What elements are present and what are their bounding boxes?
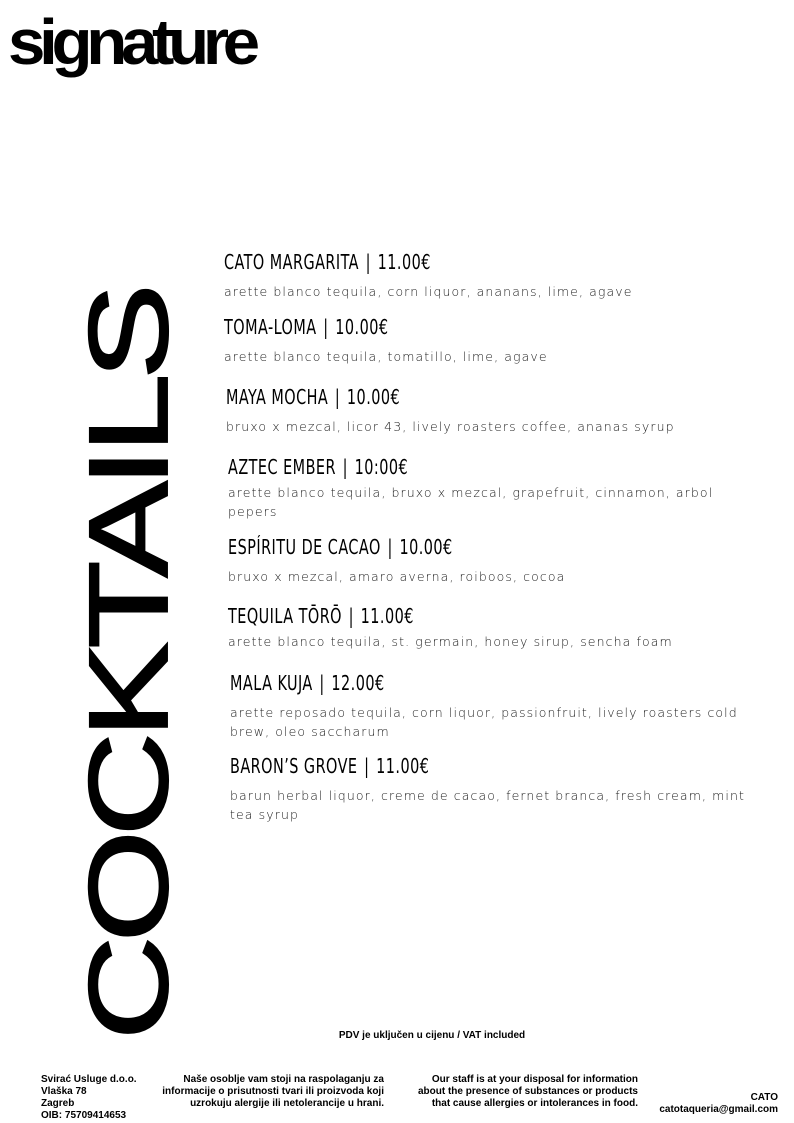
company-oib: OIB: 75709414653 <box>41 1110 127 1121</box>
allergen-en-line: about the presence of substances or products <box>417 1086 638 1097</box>
menu-item-price: 11.00€ <box>360 604 414 628</box>
menu-item-price: 10:00€ <box>354 455 409 479</box>
menu-item <box>228 453 768 521</box>
menu-item-separator: | <box>364 754 370 778</box>
section-title-text: COCKTAILS <box>66 289 192 1040</box>
menu-item-name: MAYA MOCHA <box>226 385 329 409</box>
contact-info <box>650 1092 778 1116</box>
menu-item-description: arette blanco tequila, tomatillo, lime, agave <box>224 349 548 364</box>
menu-item-price: 11.00€ <box>376 754 430 778</box>
company-info <box>41 1074 137 1122</box>
menu-item <box>224 313 764 366</box>
brand-title: signature <box>8 6 254 78</box>
menu-item-separator: | <box>334 385 341 409</box>
menu-item-title <box>224 248 431 276</box>
menu-item-separator: | <box>342 455 348 479</box>
menu-item-price: 10.00€ <box>335 315 389 339</box>
menu-item-price: 11.00€ <box>377 250 431 274</box>
allergen-en-line: Our staff is at your disposal for information <box>431 1074 638 1085</box>
menu-item-title <box>230 669 385 697</box>
menu-item-separator: | <box>348 604 354 628</box>
menu-item <box>224 248 764 301</box>
menu-item-name: ESPÍRITU DE CACAO <box>228 535 381 559</box>
menu-item-description: bruxo x mezcal, amaro averna, roiboos, cocoa <box>228 569 566 584</box>
menu-item-description: arette blanco tequila, st. germain, honey sirup, sencha foam <box>228 634 673 649</box>
menu-item <box>230 752 770 824</box>
menu-item-title <box>228 533 453 561</box>
section-title <box>66 289 192 1040</box>
menu-item-separator: | <box>387 535 393 559</box>
menu-item-title <box>224 313 388 341</box>
menu-item-title <box>228 602 414 630</box>
menu-item-name: BARON’S GROVE <box>230 754 358 778</box>
menu-item <box>228 602 768 651</box>
menu-item-price: 10.00€ <box>346 385 401 409</box>
menu-item-name: TOMA-LOMA <box>224 315 317 339</box>
menu-item <box>228 533 768 586</box>
company-name: Svirać Usluge d.o.o. <box>41 1074 137 1085</box>
menu-item-description: arette blanco tequila, bruxo x mezcal, grapefruit, cinnamon, arbol pepers <box>228 485 714 519</box>
menu-item-price: 12.00€ <box>331 671 385 695</box>
menu-item-name: MALA KUJA <box>230 671 313 695</box>
menu-item-separator: | <box>319 671 325 695</box>
menu-item-name: TEQUILA TŌRŌ <box>228 604 342 628</box>
menu-item-name: AZTEC EMBER <box>228 455 336 479</box>
menu-item <box>230 669 770 741</box>
allergen-note-hr <box>162 1074 384 1110</box>
menu-item-description: arette reposado tequila, corn liquor, passionfruit, lively roasters cold brew, oleo saccharum <box>230 705 738 739</box>
menu-item-description: arette blanco tequila, corn liquor, ananans, lime, agave <box>224 284 633 299</box>
company-street: Vlaška 78 <box>41 1086 87 1097</box>
menu-item-price: 10.00€ <box>399 535 453 559</box>
menu-item-description: barun herbal liquor, creme de cacao, fernet branca, fresh cream, mint tea syrup <box>230 788 745 822</box>
menu-item <box>226 383 766 436</box>
allergen-note-en <box>406 1074 638 1110</box>
vat-note: PDV je uključen u cijenu / VAT included <box>338 1030 526 1041</box>
menu-item-separator: | <box>365 250 371 274</box>
company-city: Zagreb <box>41 1098 75 1109</box>
allergen-hr-line: informacije o prisutnosti tvari ili proizvoda koji <box>162 1086 384 1097</box>
contact-email[interactable]: catotaqueria@gmail.com <box>659 1104 778 1115</box>
allergen-en-line: that cause allergies or intolerances in food. <box>431 1098 638 1109</box>
menu-item-title <box>228 453 408 481</box>
allergen-hr-line: uzrokuju alergije ili netolerancije u hrani. <box>190 1098 384 1109</box>
menu-item-title <box>230 752 429 780</box>
menu-item-description: bruxo x mezcal, licor 43, lively roasters coffee, ananas syrup <box>226 419 675 434</box>
menu-item-separator: | <box>323 315 329 339</box>
contact-name: CATO <box>750 1092 778 1103</box>
menu-item-name: CATO MARGARITA <box>224 250 359 274</box>
menu-item-title <box>226 383 400 411</box>
allergen-hr-line: Naše osoblje vam stoji na raspolaganju za <box>183 1074 384 1085</box>
